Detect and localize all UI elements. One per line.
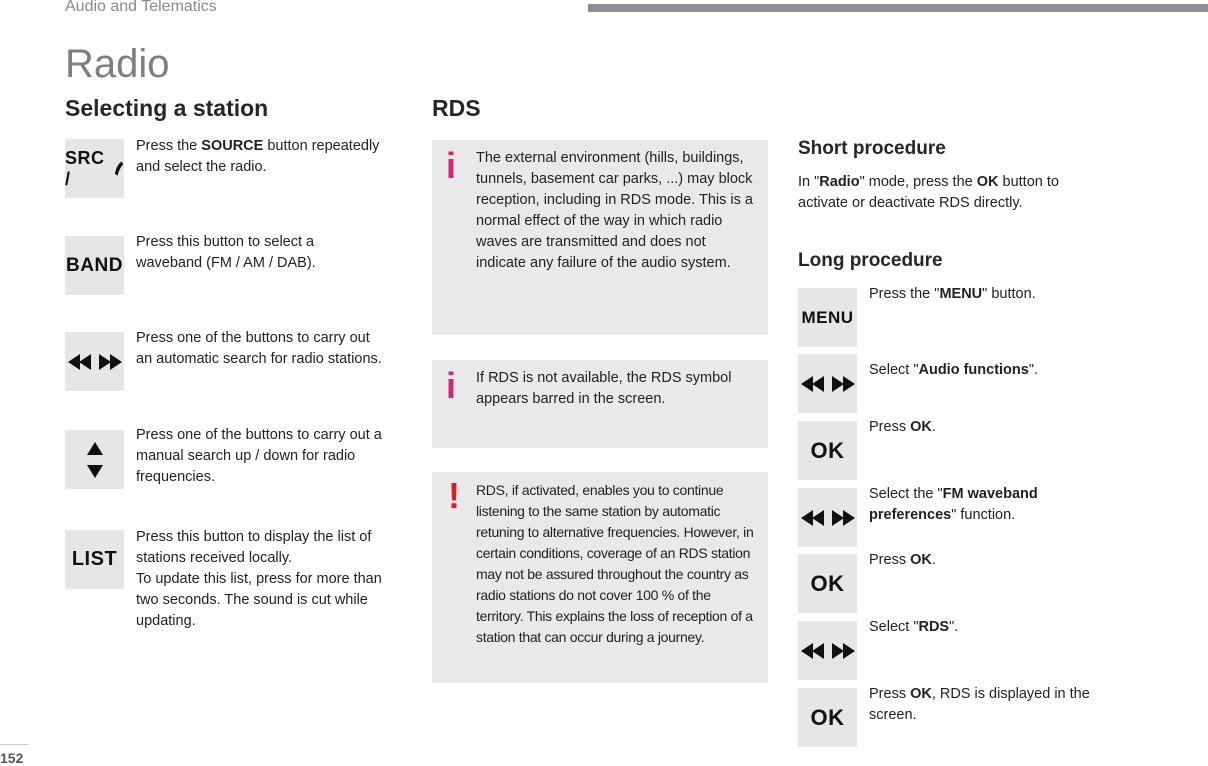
source-instruction: Press the SOURCE button repeatedly and select the radio. bbox=[136, 138, 380, 175]
info-note-rds-unavailable: i If RDS is not available, the RDS symbol appears barred in the screen. bbox=[432, 360, 768, 448]
page-title: Radio bbox=[65, 42, 170, 86]
ok-button-icon: OK bbox=[798, 421, 857, 480]
long-step-7: Press OK, RDS is displayed in the screen. bbox=[869, 686, 1090, 723]
warning-icon: ! bbox=[448, 475, 460, 516]
selecting-station-heading: Selecting a station bbox=[65, 95, 269, 121]
info-icon: i bbox=[446, 365, 457, 406]
page-number: 152 bbox=[0, 750, 24, 766]
menu-button-icon: MENU bbox=[798, 288, 857, 347]
long-step-4: Select the "FM waveband preferences" function. bbox=[869, 486, 1038, 523]
section-header: Audio and Telematics bbox=[65, 0, 217, 15]
long-step-5: Press OK. bbox=[869, 552, 936, 568]
page-number-rule bbox=[0, 744, 28, 745]
info-note-reception: i The external environment (hills, buildings, tunnels, basement car parks, ...) may block reception, including in RDS mode. This is a normal effect of the way in which radio waves are transmitted and does not indicate any failure of the audio system. bbox=[432, 140, 768, 335]
seek-buttons-icon bbox=[798, 488, 857, 547]
up-down-buttons-icon bbox=[65, 430, 124, 489]
rds-heading: RDS bbox=[432, 95, 481, 121]
header-divider bbox=[588, 4, 1208, 12]
seek-buttons-icon bbox=[65, 332, 124, 391]
manual-search-instruction: Press one of the buttons to carry out a manual search up / down for radio frequencies. bbox=[136, 427, 382, 485]
long-procedure-heading: Long procedure bbox=[798, 250, 943, 271]
phone-icon bbox=[113, 159, 124, 179]
info-icon: i bbox=[446, 145, 457, 186]
short-procedure-text: In "Radio" mode, press the OK button to activate or deactivate RDS directly. bbox=[798, 174, 1059, 211]
band-instruction: Press this button to select a waveband (FM / AM / DAB). bbox=[136, 234, 316, 271]
band-button-icon: BAND bbox=[65, 236, 124, 295]
seek-buttons-icon bbox=[798, 354, 857, 413]
short-procedure-heading: Short procedure bbox=[798, 138, 946, 159]
long-step-1: Press the "MENU" button. bbox=[869, 286, 1036, 302]
list-button-icon: LIST bbox=[65, 530, 124, 589]
ok-button-icon: OK bbox=[798, 554, 857, 613]
seek-buttons-icon bbox=[798, 621, 857, 680]
warning-note-rds-coverage: ! RDS, if activated, enables you to continue listening to the same station by automatic retuning to alternative frequencies. However, in certain conditions, coverage of an RDS station may not be assured throughout the country as radio stations do not cover 100 % of the territory. This explains the loss of reception of a station that can occur during a journey. bbox=[432, 472, 768, 683]
list-instruction: Press this button to display the list of stations received locally. To update this list, press for more than two seconds. The sound is cut while updating. bbox=[136, 529, 382, 629]
long-step-6: Select "RDS". bbox=[869, 619, 959, 635]
long-step-3: Press OK. bbox=[869, 419, 936, 435]
ok-button-icon: OK bbox=[798, 688, 857, 747]
long-step-2: Select "Audio functions". bbox=[869, 362, 1039, 378]
source-button-icon: SRC / bbox=[65, 139, 124, 198]
auto-search-instruction: Press one of the buttons to carry out an automatic search for radio stations. bbox=[136, 330, 382, 367]
